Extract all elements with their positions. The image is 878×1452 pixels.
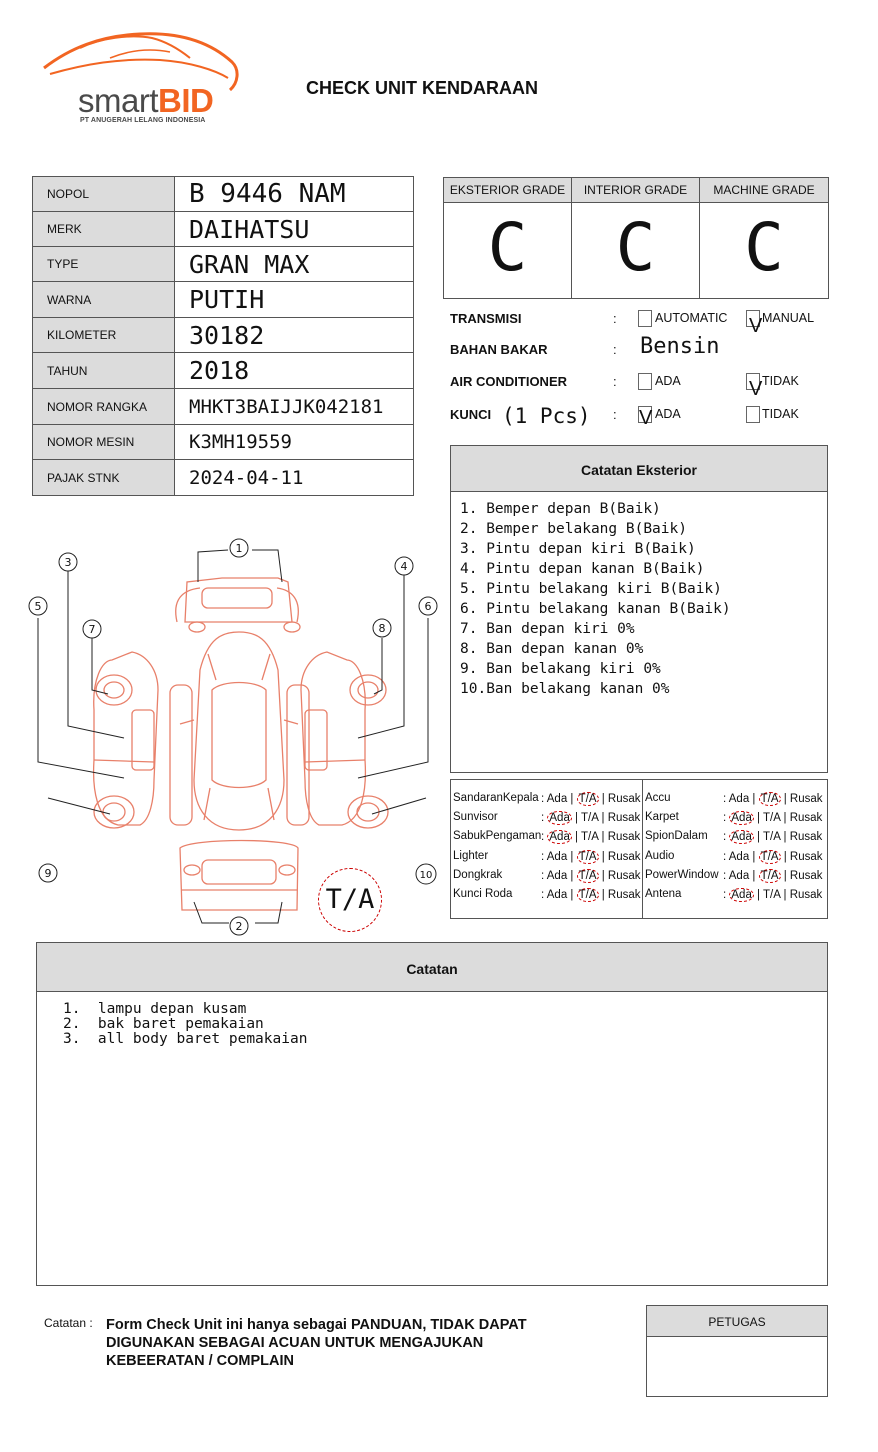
checklist-item-name: Dongkrak [453, 869, 503, 881]
grades-table [443, 177, 829, 299]
option-rusak[interactable]: Rusak [789, 870, 823, 882]
svg-text:1: 1 [235, 542, 243, 555]
svg-text:9: 9 [44, 867, 52, 880]
svg-text:3: 3 [64, 556, 72, 569]
petugas-label: PETUGAS [647, 1306, 827, 1337]
option-rusak[interactable]: Rusak [789, 831, 823, 843]
note-item: 2. bak baret pemakaian [63, 1016, 264, 1032]
checklist-options: : Ada | T/A | Rusak [541, 889, 641, 901]
option-ada[interactable]: Ada [546, 793, 568, 805]
checklist-item-name: Sunvisor [453, 811, 498, 823]
label-air-conditioner: AIR CONDITIONER [450, 374, 567, 389]
option-rusak[interactable]: Rusak [789, 793, 823, 805]
svg-text:5: 5 [34, 600, 42, 613]
interior-checklist-panel [450, 779, 828, 919]
checklist-item-name: Kunci Roda [453, 888, 513, 900]
note-item: 1. lampu depan kusam [63, 1001, 247, 1017]
marker-6 [419, 597, 437, 615]
colon: : [613, 342, 617, 357]
option-rusak[interactable]: Rusak [607, 889, 641, 901]
checklist-divider [642, 780, 643, 918]
ta-stamp: T/A [318, 868, 382, 932]
label-ac-tidak: TIDAK [762, 374, 799, 388]
marker-3 [59, 553, 77, 571]
note-item: 3. all body baret pemakaian [63, 1031, 308, 1047]
grade-interior-value: C [615, 209, 656, 286]
value-kunci-count: (1 Pcs) [502, 404, 591, 428]
label-kilometer: KILOMETER [33, 318, 175, 353]
svg-text:4: 4 [400, 560, 408, 573]
exterior-note-item: 2. Bemper belakang B(Baik) [460, 521, 687, 537]
checklist-item-name: SpionDalam [645, 830, 708, 842]
label-bahan-bakar: BAHAN BAKAR [450, 342, 548, 357]
value-warna: PUTIH [175, 282, 414, 318]
logo-wordmark: smartBID [78, 82, 214, 119]
colon: : [613, 311, 617, 326]
grade-machine-label: MACHINE GRADE [700, 178, 828, 203]
option-ada[interactable]: Ada [728, 870, 750, 882]
checklist-options: : Ada | T/A | Rusak [541, 870, 641, 882]
option-rusak[interactable]: Rusak [789, 889, 823, 901]
checkbox-ac-ada[interactable] [638, 373, 652, 390]
checklist-options: : Ada | T/A | Rusak [723, 812, 823, 824]
option-ta[interactable]: T/A [763, 831, 781, 843]
exterior-note-item: 4. Pintu depan kanan B(Baik) [460, 561, 705, 577]
check-mark-ac-tidak: V [749, 378, 763, 400]
checklist-options: : Ada | T/A | Rusak [723, 831, 823, 843]
value-type: GRAN MAX [175, 247, 414, 282]
label-kunci-tidak: TIDAK [762, 407, 799, 421]
checklist-options: : Ada | T/A | Rusak [541, 831, 641, 843]
label-pajak-stnk: PAJAK STNK [33, 460, 175, 496]
label-transmisi: TRANSMISI [450, 311, 522, 326]
svg-text:10: 10 [419, 870, 433, 881]
grade-interior-label: INTERIOR GRADE [572, 178, 699, 203]
option-ta[interactable]: T/A [763, 889, 781, 901]
exterior-notes-title: Catatan Eksterior [451, 446, 827, 492]
marker-5 [29, 597, 47, 615]
value-nopol: B 9446 NAM [175, 177, 414, 212]
option-rusak[interactable]: Rusak [607, 851, 641, 863]
exterior-note-item: 8. Ban depan kanan 0% [460, 641, 644, 657]
value-bahan-bakar: Bensin [640, 334, 720, 359]
checklist-options: : Ada | T/A | Rusak [723, 889, 823, 901]
option-ada[interactable]: Ada [731, 812, 752, 824]
colon: : [613, 407, 617, 422]
svg-text:6: 6 [424, 600, 432, 613]
value-nomor-mesin: K3MH19559 [175, 425, 414, 460]
logo-subtitle: PT ANUGERAH LELANG INDONESIA [80, 117, 206, 124]
label-type: TYPE [33, 247, 175, 282]
option-ada[interactable]: Ada [731, 889, 752, 901]
option-ta[interactable]: T/A [581, 812, 599, 824]
option-ada[interactable]: Ada [549, 831, 570, 843]
svg-text:2: 2 [235, 920, 243, 933]
notes-panel [36, 942, 828, 1286]
option-ada[interactable]: Ada [549, 812, 570, 824]
notes-list [37, 992, 827, 1047]
marker-1 [230, 539, 248, 557]
exterior-note-item: 1. Bemper depan B(Baik) [460, 501, 661, 517]
label-tahun: TAHUN [33, 353, 175, 389]
option-rusak[interactable]: Rusak [607, 870, 641, 882]
checklist-item-name: Accu [645, 792, 671, 804]
checklist-options: : Ada | T/A | Rusak [541, 851, 641, 863]
label-kunci: KUNCI [450, 407, 492, 422]
value-kilometer: 30182 [175, 318, 414, 353]
checkbox-automatic[interactable] [638, 310, 652, 327]
grade-interior [572, 178, 700, 298]
marker-4 [395, 557, 413, 575]
label-manual: MANUAL [762, 311, 815, 325]
option-ada[interactable]: Ada [546, 889, 568, 901]
option-ada[interactable]: Ada [546, 851, 568, 863]
option-rusak[interactable]: Rusak [607, 812, 641, 824]
check-mark-manual: V [749, 315, 763, 337]
option-ta[interactable]: T/A [578, 889, 597, 901]
colon: : [613, 374, 617, 389]
checklist-item-name: SabukPengaman [453, 830, 542, 842]
exterior-note-item: 6. Pintu belakang kanan B(Baik) [460, 601, 731, 617]
option-ta[interactable]: T/A [763, 812, 781, 824]
check-mark-kunci-ada: V [639, 407, 653, 429]
option-ta[interactable]: T/A [578, 870, 597, 882]
option-ta[interactable]: T/A [760, 851, 779, 863]
exterior-notes-panel [450, 445, 828, 773]
option-ada[interactable]: Ada [731, 831, 752, 843]
option-ada[interactable]: Ada [728, 851, 750, 863]
exterior-notes-list [451, 492, 827, 699]
value-tahun: 2018 [175, 353, 414, 389]
exterior-note-item: 10.Ban belakang kanan 0% [460, 681, 670, 697]
footer-label: Catatan : [44, 1316, 93, 1330]
marker-9 [39, 864, 57, 882]
checklist-options: : Ada | T/A | Rusak [723, 851, 823, 863]
option-ta[interactable]: T/A [760, 870, 779, 882]
checkbox-kunci-tidak[interactable] [746, 406, 760, 423]
option-rusak[interactable]: Rusak [789, 812, 823, 824]
label-ac-ada: ADA [655, 374, 681, 388]
option-rusak[interactable]: Rusak [607, 831, 641, 843]
label-automatic: AUTOMATIC [655, 311, 728, 325]
value-pajak-stnk: 2024-04-11 [175, 460, 414, 496]
checklist-item-name: Antena [645, 888, 682, 900]
marker-2 [230, 917, 248, 935]
vehicle-identity-table [32, 176, 414, 496]
checklist-item-name: Lighter [453, 850, 489, 862]
grade-machine-value: C [744, 209, 784, 286]
notes-title: Catatan [37, 943, 827, 992]
marker-7 [83, 620, 101, 638]
option-rusak[interactable]: Rusak [789, 851, 823, 863]
svg-text:7: 7 [88, 623, 96, 636]
option-ta[interactable]: T/A [581, 831, 599, 843]
option-rusak[interactable]: Rusak [607, 793, 641, 805]
exterior-note-item: 7. Ban depan kiri 0% [460, 621, 635, 637]
label-nopol: NOPOL [33, 177, 175, 212]
label-kunci-ada: ADA [655, 407, 681, 421]
grade-exterior [444, 178, 572, 298]
marker-8 [373, 619, 391, 637]
value-nomor-rangka: MHKT3BAIJJK042181 [175, 389, 414, 425]
grade-exterior-label: EKSTERIOR GRADE [444, 178, 571, 203]
checklist-options: : Ada | T/A | Rusak [541, 793, 641, 805]
car-damage-diagram [22, 530, 440, 942]
grade-machine [700, 178, 828, 298]
exterior-note-item: 5. Pintu belakang kiri B(Baik) [460, 581, 722, 597]
checklist-item-name: SandaranKepala [453, 792, 539, 804]
checklist-item-name: PowerWindow [645, 869, 719, 881]
option-ada[interactable]: Ada [728, 793, 750, 805]
checklist-item-name: Audio [645, 850, 675, 862]
exterior-note-item: 3. Pintu depan kiri B(Baik) [460, 541, 696, 557]
option-ta[interactable]: T/A [760, 793, 779, 805]
checklist-options: : Ada | T/A | Rusak [541, 812, 641, 824]
marker-10 [416, 864, 436, 884]
checklist-item-name: Karpet [645, 811, 679, 823]
label-nomor-mesin: NOMOR MESIN [33, 425, 175, 460]
footer-disclaimer: Form Check Unit ini hanya sebagai PANDUAN, TIDAK DAPAT DIGUNAKAN SEBAGAI ACUAN UNTUK MENGAJUKAN KEBEERATAN / COMPLAIN [106, 1317, 527, 1369]
svg-text:8: 8 [378, 622, 386, 635]
page-title: CHECK UNIT KENDARAAN [306, 78, 538, 98]
option-ta[interactable]: T/A [578, 851, 597, 863]
checklist-options: : Ada | T/A | Rusak [723, 793, 823, 805]
option-ada[interactable]: Ada [546, 870, 568, 882]
grade-exterior-value: C [487, 209, 528, 286]
value-merk: DAIHATSU [175, 212, 414, 247]
petugas-signature-box [646, 1305, 828, 1397]
label-merk: MERK [33, 212, 175, 247]
option-ta[interactable]: T/A [578, 793, 597, 805]
label-warna: WARNA [33, 282, 175, 318]
label-nomor-rangka: NOMOR RANGKA [33, 389, 175, 425]
exterior-note-item: 9. Ban belakang kiri 0% [460, 661, 661, 677]
checklist-options: : Ada | T/A | Rusak [723, 870, 823, 882]
